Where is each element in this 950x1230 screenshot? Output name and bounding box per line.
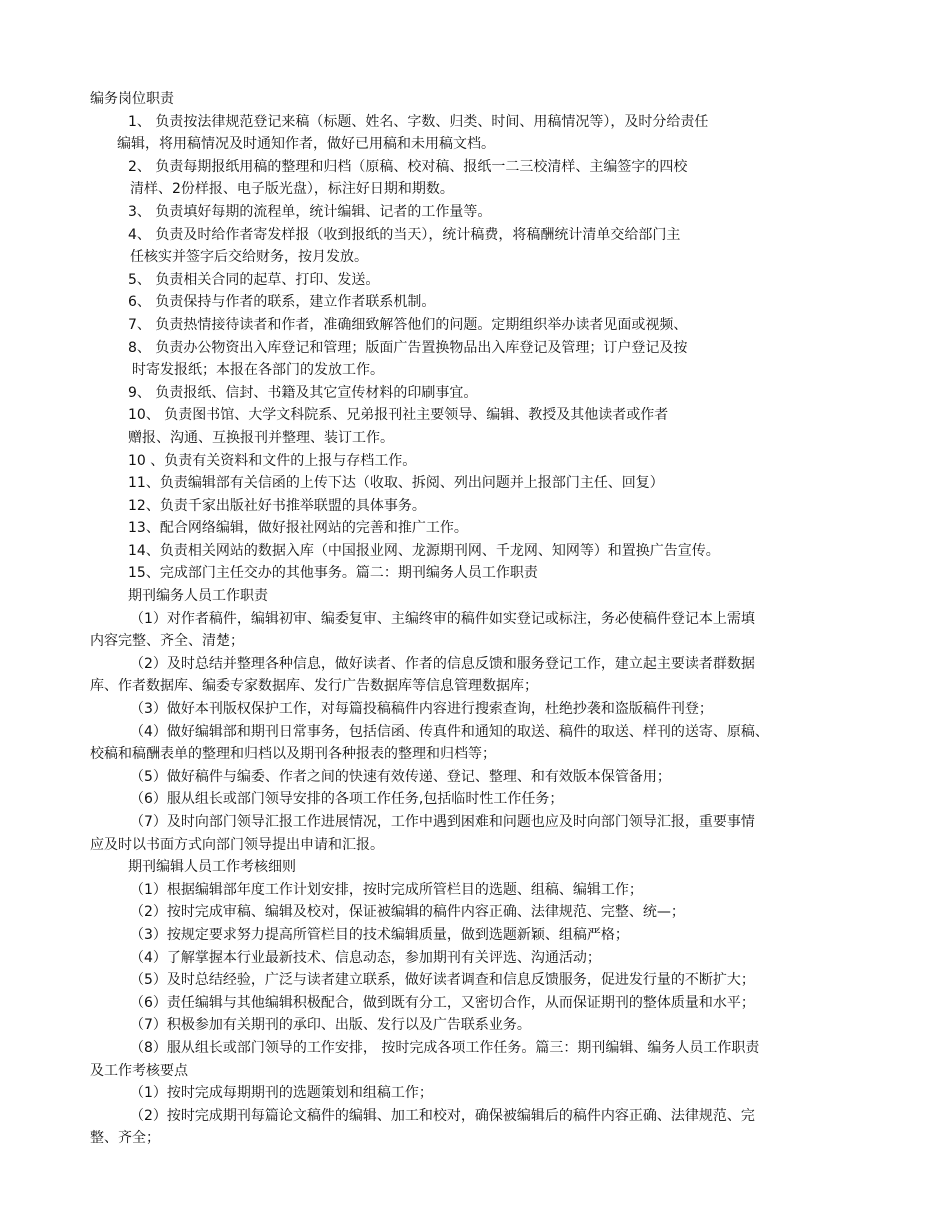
text-line: （5）做好稿件与编委、作者之间的快速有效传递、登记、整理、和有效版本保管备用； [130, 768, 671, 785]
text-line: 整、齐全； [90, 1130, 160, 1147]
text-line: （1）按时完成每期期刊的选题策划和组稿工作； [130, 1085, 433, 1102]
text-line: 2、 负责每期报纸用稿的整理和归档（原稿、校对稿、报纸一二三校清样、主编签字的四校 [128, 158, 688, 175]
text-line: 内容完整、齐全、清楚； [90, 633, 244, 650]
text-line: 及工作考核要点 [90, 1062, 188, 1079]
text-line: 9、 负责报纸、信封、书籍及其它宣传材料的印刷事宜。 [128, 384, 478, 401]
section-heading: 期刊编辑人员工作考核细则 [128, 859, 296, 876]
text-line: 5、 负责相关合同的起草、打印、发送。 [128, 271, 380, 288]
text-line: 10、 负责图书馆、大学文科院系、兄弟报刊社主要领导、编辑、教授及其他读者或作者 [128, 407, 669, 424]
text-line: （2）按时完成期刊每篇论文稿件的编辑、加工和校对，确保被编辑后的稿件内容正确、法律规范、完 [130, 1107, 755, 1124]
text-line: 1、 负责按法律规范登记来稿（标题、姓名、字数、归类、时间、用稿情况等），及时分给责任 [128, 113, 709, 130]
text-line: 10 、负责有关资料和文件的上报与存档工作。 [128, 452, 417, 469]
text-line: 11、负责编辑部有关信函的上传下达（收取、拆阅、列出问题并上报部门主任、回复） [128, 475, 664, 492]
text-line: （3）按规定要求努力提高所管栏目的技术编辑质量，做到选题新颖、组稿严格； [130, 926, 629, 943]
text-line: （4）做好编辑部和期刊日常事务，包括信函、传真件和通知的取送、稿件的取送、样刊的送寄、原稿、 [130, 723, 769, 740]
text-line: （2）及时总结并整理各种信息，做好读者、作者的信息反馈和服务登记工作，建立起主要读者群数据 [130, 655, 755, 672]
text-line: 任核实并签字后交给财务，按月发放。 [130, 249, 368, 266]
text-line: （5）及时总结经验，广泛与读者建立联系，做好读者调查和信息反馈服务，促进发行量的不断扩大； [130, 972, 755, 989]
text-line: （8）服从组长或部门领导的工作安排， 按时完成各项工作任务。篇三：期刊编辑、编务人员工作职责 [130, 1039, 760, 1056]
text-line: 时寄发报纸；本报在各部门的发放工作。 [132, 362, 384, 379]
text-line: （1）根据编辑部年度工作计划安排，按时完成所管栏目的选题、组稿、编辑工作； [130, 881, 643, 898]
text-line: （7）及时向部门领导汇报工作进展情况，工作中遇到困难和问题也应及时向部门领导汇报，重要事情 [130, 814, 755, 830]
text-line: （4）了解掌握本行业最新技术、信息动态，参加期刊有关评选、沟通活动； [130, 949, 601, 966]
text-line: 14、负责相关网站的数据入库（中国报业网、龙源期刊网、千龙网、知网等）和置换广告宣传。 [128, 542, 720, 559]
text-line: 清样、2份样报、电子版光盘），标注好日期和期数。 [130, 181, 454, 198]
text-line: （1）对作者稿件，编辑初审、编委复审、主编终审的稿件如实登记或标注，务必使稿件登记本上需填 [130, 610, 755, 627]
text-line: （2）按时完成审稿、编辑及校对，保证被编辑的稿件内容正确、法律规范、完整、统—； [130, 904, 685, 921]
text-line: 4、 负责及时给作者寄发样报（收到报纸的当天），统计稿费，将稿酬统计清单交给部门主 [128, 226, 681, 243]
text-line: （6）服从组长或部门领导安排的各项工作任务,包括临时性工作任务； [130, 791, 564, 808]
text-line: （6）责任编辑与其他编辑积极配合，做到既有分工，又密切合作，从而保证期刊的整体质量和水平； [130, 994, 755, 1011]
text-line: 13、配合网络编辑，做好报社网站的完善和推广工作。 [128, 520, 468, 537]
text-line: 15、完成部门主任交办的其他事务。篇二：期刊编务人员工作职责 [128, 565, 538, 582]
text-line: 应及时以书面方式向部门领导提出申请和汇报。 [90, 836, 384, 853]
text-line: 6、 负责保持与作者的联系，建立作者联系机制。 [128, 294, 436, 311]
text-line: 库、作者数据库、编委专家数据库、发行广告数据库等信息管理数据库； [90, 678, 538, 695]
text-line: 8、 负责办公物资出入库登记和管理；版面广告置换物品出入库登记及管理；订户登记及按 [128, 339, 688, 356]
text-line: 赠报、沟通、互换报刊并整理、装订工作。 [128, 429, 394, 446]
text-line: （7）积极参加有关期刊的承印、出版、发行以及广告联系业务。 [130, 1017, 531, 1034]
section-heading: 期刊编务人员工作职责 [128, 588, 268, 605]
text-line: 12、负责千家出版社好书推举联盟的具体事务。 [128, 497, 426, 514]
text-line: 3、 负责填好每期的流程单，统计编辑、记者的工作量等。 [128, 203, 492, 220]
section-heading: 编务岗位职责 [90, 91, 174, 107]
text-line: 7、 负责热情接待读者和作者，准确细致解答他们的问题。定期组织举办读者见面或视频、 [128, 316, 688, 333]
text-line: 校稿和稿酬表单的整理和归档以及期刊各种报表的整理和归档等； [90, 746, 496, 763]
text-line: （3）做好本刊版权保护工作，对每篇投稿稿件内容进行搜索查询，杜绝抄袭和盗版稿件刊登； [130, 701, 713, 718]
text-line: 编辑，将用稿情况及时通知作者，做好已用稿和未用稿文档。 [117, 136, 495, 153]
